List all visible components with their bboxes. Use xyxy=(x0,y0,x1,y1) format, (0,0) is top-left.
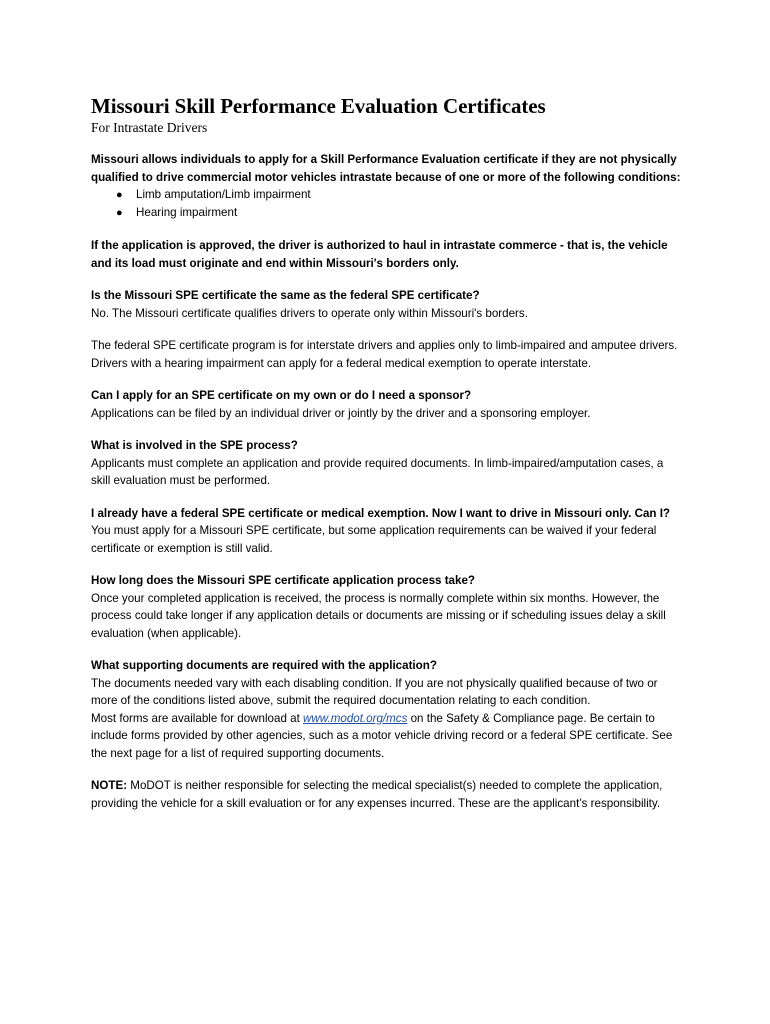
approval-paragraph: If the application is approved, the driver is authorized to haul in intrastate commerce - that is, the vehicle and its load must originate and end within Missouri's borders only. xyxy=(91,239,668,270)
answer-2: Applications can be filed by an individual driver or jointly by the driver and a sponsoring employer. xyxy=(91,406,591,420)
note-label: NOTE: xyxy=(91,779,128,792)
intro-paragraph: Missouri allows individuals to apply for a Skill Performance Evaluation certificate if they are not physically qualified to drive commercial motor vehicles intrastate because of one or more of the following conditions: xyxy=(91,153,681,184)
answer-5: Once your completed application is received, the process is normally complete within six months. However, the process could take longer if any application details or documents are missing or if scheduling issues delay a skill evaluation (when applicable). xyxy=(91,591,666,640)
answer-3: Applicants must complete an application and provide required documents. In limb-impaired/amputation cases, a skill evaluation must be performed. xyxy=(91,456,664,487)
note-paragraph: NOTE: MoDOT is neither responsible for selecting the medical specialist(s) needed to complete the application, providing the vehicle for a skill evaluation or for any expenses incurred. These are the applicant’s responsibility. xyxy=(91,779,663,810)
bullet-icon: ● xyxy=(116,207,123,219)
answer-4: You must apply for a Missouri SPE certificate, but some application requirements can be waived if your federal certificate or exemption is still valid. xyxy=(91,524,657,555)
list-item: ● Limb amputation/Limb impairment xyxy=(91,186,681,204)
answer-1: No. The Missouri certificate qualifies drivers to operate only within Missouri's borders. xyxy=(91,306,528,320)
bullet-icon: ● xyxy=(116,189,123,201)
answer-6: The documents needed vary with each disabling condition. If you are not physically qualified because of two or more of the conditions listed above, submit the required documentation relating to each condition. xyxy=(91,676,658,707)
answer-6-forms: Most forms are available for download at www.modot.org/mcs on the Safety & Compliance page. Be certain to include forms provided by other agencies, such as a motor vehicle driving record or a federal SPE certificate. See the next page for a list of required supporting documents. xyxy=(91,711,673,760)
question-1: Is the Missouri SPE certificate the same as the federal SPE certificate? xyxy=(91,289,480,302)
list-item: ● Hearing impairment xyxy=(91,204,681,222)
question-3: What is involved in the SPE process? xyxy=(91,439,298,452)
modot-mcs-link[interactable]: www.modot.org/mcs xyxy=(303,711,408,725)
page-title: Missouri Skill Performance Evaluation Certificates xyxy=(91,94,546,118)
question-5: How long does the Missouri SPE certificate application process take? xyxy=(91,574,475,587)
question-4: I already have a federal SPE certificate or medical exemption. Now I want to drive in Missouri only. Can I? xyxy=(91,506,670,520)
page-subtitle: For Intrastate Drivers xyxy=(91,120,208,135)
document-content xyxy=(91,93,681,812)
question-2: Can I apply for an SPE certificate on my own or do I need a sponsor? xyxy=(91,389,472,402)
answer-1-detail: The federal SPE certificate program is for interstate drivers and applies only to limb-impaired and amputee drivers. Drivers with a hearing impairment can apply for a federal medical exemption to operate interstate. xyxy=(91,339,678,370)
question-6: What supporting documents are required with the application? xyxy=(91,659,437,672)
conditions-list xyxy=(91,186,681,222)
